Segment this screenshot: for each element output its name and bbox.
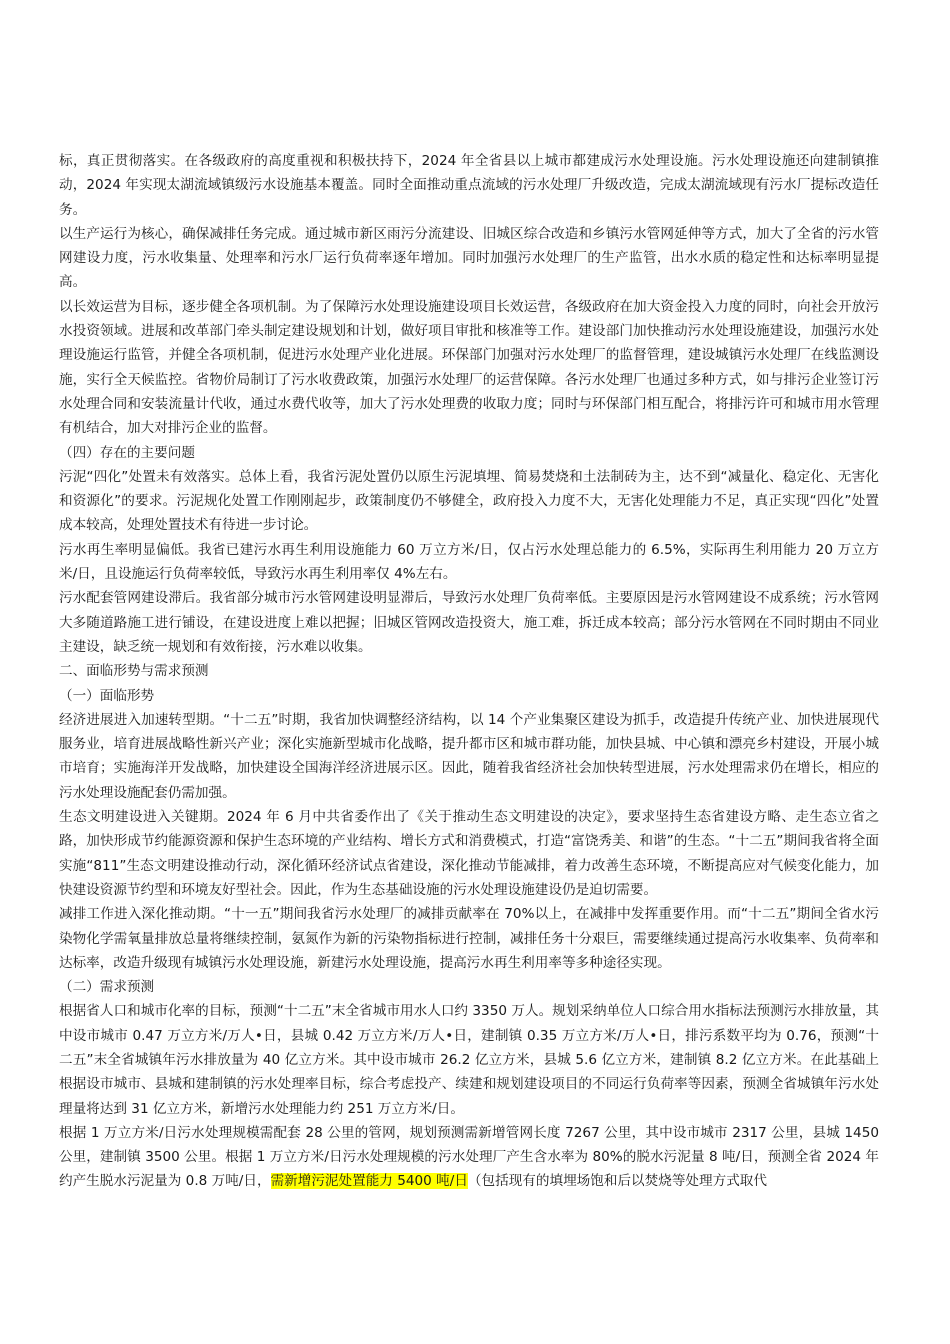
paragraph-long-term-operation: 以长效运营为目标，逐步健全各项机制。为了保障污水处理设施建设项目长效运营，各级政府在加大资金投入力度的同时，向社会开放污水投资领域。进展和改革部门牵头制定建设规划和计划，做好项目审批和核准等工作。建设部门加快推动污水处理设施建设，加强污水处理设施运行监管，并健全各项机制，促进污水处理产业化进展。环保部门加强对污水处理厂的监督管理，建设城镇污水处理厂在线监测设施，实行全天候监控。省物价局制订了污水收费政策，加强污水处理厂的运营保障。各污水处理厂也通过多种方式，如与排污企业签订污水处理合同和安装流量计代收，通过水费代收等，加大了污水处理费的收取力度；同时与环保部门相互配合，将排污许可和城市用水管理有机结合，加大对排污企业的监督。: [59, 298, 879, 437]
paragraph-text-before: 根据 1 万立方米/日污水处理规模需配套 28 公里的管网，规划预测需新增管网长度 7267 公里，其中设市城市 2317 公里，县城 1450 公里，建制镇 3500 公里。根据 1 万立方米/日污水处理规模的污水处理厂产生含水率为 80%的脱水污泥量 8 吨/日，预测全省 2024 年约产生脱水污泥量为 0.8 万吨/日，: [59, 1124, 879, 1190]
paragraph-pipe-sludge-forecast: [59, 1121, 879, 1194]
paragraph-text-after: （包括现有的填埋场饱和后以焚烧等处理方式取代: [467, 1173, 767, 1190]
paragraph-reuse-rate: 污水再生率明显偏低。我省已建污水再生利用设施能力 60 万立方米/日，仅占污水处理总能力的 6.5%，实际再生利用能力 20 万立方米/日，且设施运行负荷率较低，导致污水再生利用率仅 4%左右。: [59, 541, 879, 583]
paragraph-sludge-disposal: 污泥“四化”处置未有效落实。总体上看，我省污泥处置仍以原生污泥填埋、简易焚烧和土法制砖为主，达不到“减量化、稳定化、无害化和资源化”的要求。污泥规化处置工作刚刚起步，政策制度仍不够健全，政府投入力度不大，无害化处理能力不足，真正实现“四化”处置成本较高，处理处置技术有待进一步讨论。: [59, 468, 879, 534]
paragraph-economic-transition: 经济进展进入加速转型期。“十二五”时期，我省加快调整经济结构，以 14 个产业集聚区建设为抓手，改造提升传统产业、加快进展现代服务业，培育进展战略性新兴产业；深化实施新型城市化战略，提升都市区和城市群功能，加快县城、中心镇和漂亮乡村建设，开展小城市培育；实施海洋开发战略，加快建设全国海洋经济进展示区。因此，随着我省经济社会加快转型进展，污水处理需求仍在增长，相应的污水处理设施配套仍需加强。: [59, 711, 879, 801]
paragraph-pipe-network: 污水配套管网建设滞后。我省部分城市污水管网建设明显滞后，导致污水处理厂负荷率低。主要原因是污水管网建设不成系统；污水管网大多随道路施工进行铺设，在建设进度上难以把握；旧城区管网改造投资大，施工难，拆迁成本较高；部分污水管网在不同时期由不同业主建设，缺乏统一规划和有效衔接，污水难以收集。: [59, 590, 879, 655]
highlighted-text: 需新增污泥处置能力 5400 吨/日: [270, 1173, 468, 1190]
section-heading-main-problems: （四）存在的主要问题: [59, 444, 195, 461]
subsection-heading-demand-forecast: （二）需求预测: [59, 979, 155, 996]
document-body: [59, 149, 879, 1194]
paragraph-population-forecast: 根据省人口和城市化率的目标，预测“十二五”末全省城市用水人口约 3350 万人。规划采纳单位人口综合用水指标法预测污水排放量，其中设市城市 0.47 万立方米/万人•日，县城 0.42 万立方米/万人•日，建制镇 0.35 万立方米/万人•日，排污系数平均为 0.76，预测“十二五”末全省城镇年污水排放量为 40 亿立方米。其中设市城市 26.2 亿立方米，县城 5.6 亿立方米，建制镇 8.2 亿立方米。在此基础上根据设市城市、县城和建制镇的污水处理率目标，综合考虑投产、续建和规划建设项目的不同运行负荷率等因素，预测全省城镇年污水处理量将达到 31 亿立方米，新增污水处理能力约 251 万立方米/日。: [59, 1003, 879, 1117]
section-heading-situation-forecast: 二、面临形势与需求预测: [59, 663, 209, 680]
paragraph-production-operation: 以生产运行为核心，确保减排任务完成。通过城市新区雨污分流建设、旧城区综合改造和乡镇污水管网延伸等方式，加大了全省的污水管网建设力度，污水收集量、处理率和污水厂运行负荷率逐年增加。同时加强污水处理厂的生产监管，出水水质的稳定性和达标率明显提高。: [59, 225, 879, 291]
subsection-heading-situation: （一）面临形势: [59, 687, 155, 704]
paragraph-ecological-civilization: 生态文明建设进入关键期。2024 年 6 月中共省委作出了《关于推动生态文明建设的决定》，要求坚持生态省建设方略、走生态立省之路，加快形成节约能源资源和保护生态环境的产业结构、增长方式和消费模式，打造“富饶秀美、和谐”的生态。“十二五”期间我省将全面实施“811”生态文明建设推动行动，深化循环经济试点省建设，深化推动节能减排，着力改善生态环境，不断提高应对气候变化能力，加快建设资源节约型和环境友好型社会。因此，作为生态基础设施的污水处理设施建设仍是迫切需要。: [59, 809, 879, 898]
paragraph-emission-reduction: 减排工作进入深化推动期。“十一五”期间我省污水处理厂的减排贡献率在 70%以上，在减排中发挥重要作用。而“十二五”期间全省水污染物化学需氧量排放总量将继续控制，氨氮作为新的污染物指标进行控制，减排任务十分艰巨，需要继续通过提高污水收集率、负荷率和达标率，改造升级现有城镇污水处理设施，新建污水处理设施，提高污水再生利用率等多种途径实现。: [59, 906, 879, 971]
paragraph-facility-coverage: 标，真正贯彻落实。在各级政府的高度重视和积极扶持下，2024 年全省县以上城市都建成污水处理设施。污水处理设施还向建制镇推动，2024 年实现太湖流域镇级污水设施基本覆盖。同时全面推动重点流域的污水处理厂升级改造，完成太湖流域现有污水厂提标改造任务。: [59, 153, 879, 218]
